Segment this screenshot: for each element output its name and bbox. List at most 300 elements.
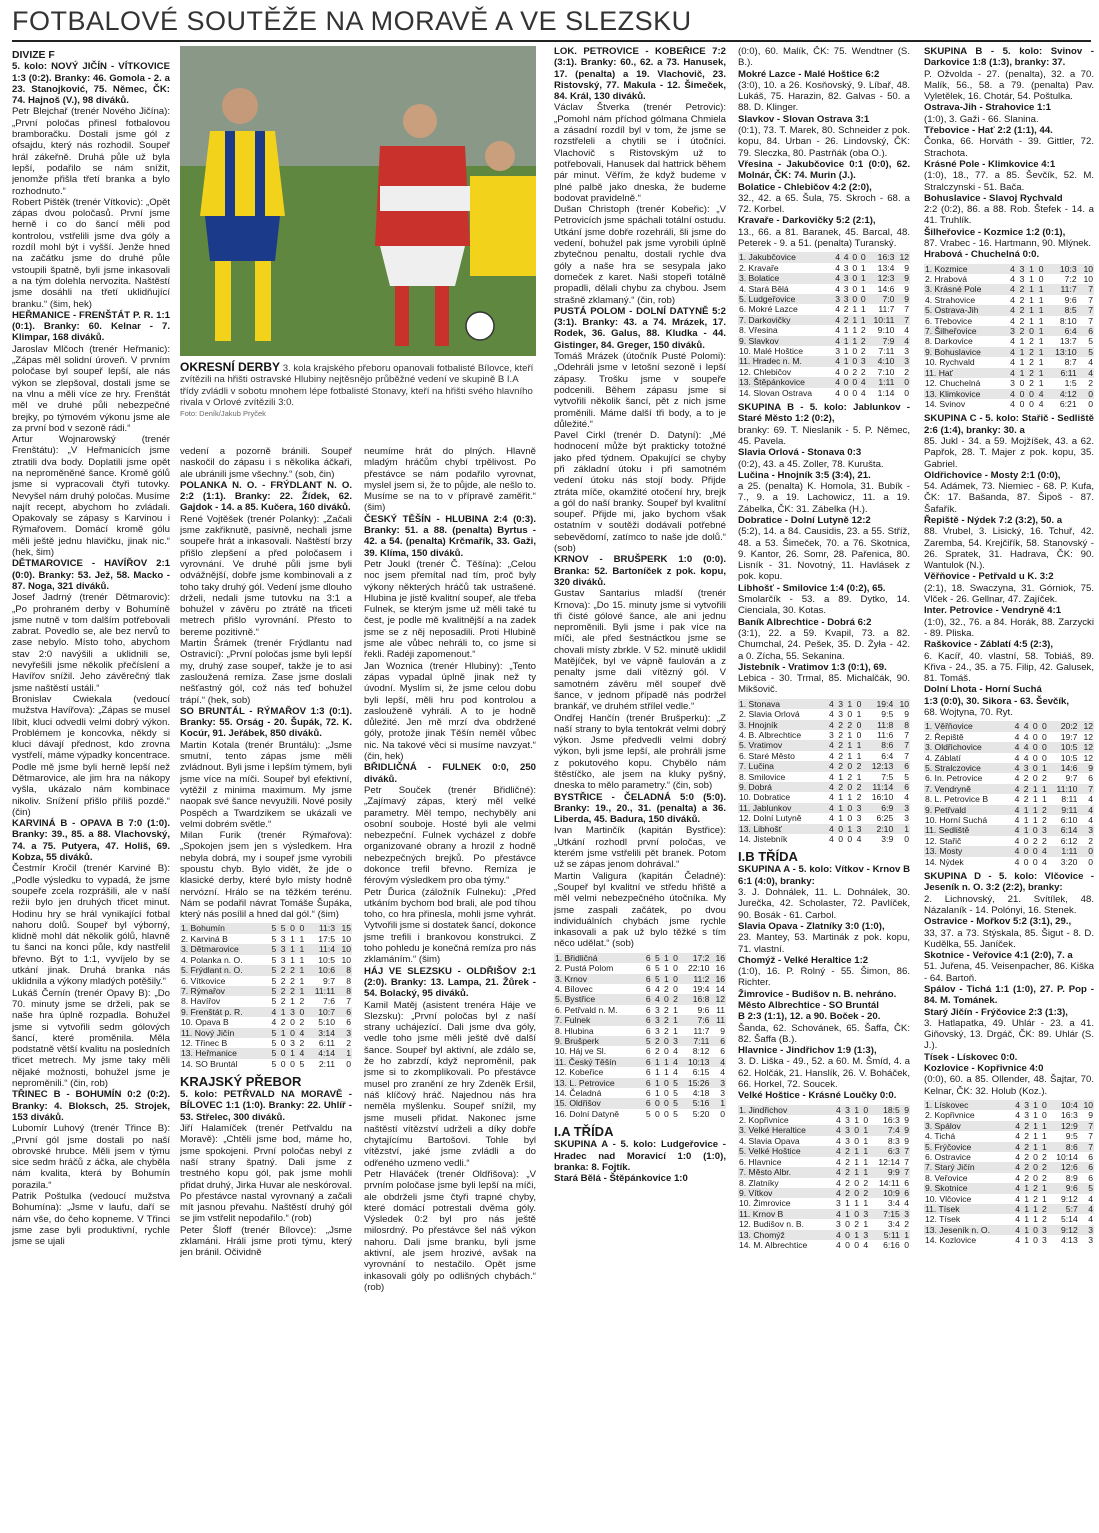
article-paragraph: Jaroslav Mlčoch (trenér Heřmanic): „Zápas měl solidní úroveň. V prvním poločase byl soupeř lepší, ale nás výkon se zlepšoval, dostali jsme se na vlnu a měli více ze hry. Frenštát měl ve druhé půli nebezpečné brejky, po týmovém výkonu jsme ale za první bod v sezoně rádi.“ — [12, 343, 170, 434]
table-row — [554, 1067, 726, 1077]
team-name: 8. Zlatníky — [739, 1177, 779, 1188]
stat-cell: 2 — [860, 325, 866, 336]
stat-cell: 1 — [854, 1115, 860, 1126]
column-3 — [364, 446, 536, 1526]
stat-cell: 5:14 — [1061, 1214, 1078, 1225]
table-row — [924, 721, 1094, 731]
stat-cell: 1 — [1038, 367, 1044, 378]
stat-cell: 0 — [852, 283, 858, 294]
stat-cell: 1 — [1029, 305, 1034, 316]
stat-cell: 4 — [1010, 388, 1015, 399]
stat-cell: 1:11 — [1061, 846, 1078, 857]
stat-cell: 2 — [1041, 773, 1047, 784]
table-row — [924, 1121, 1094, 1131]
page-headline: FOTBALOVÉ SOUTĚŽE NA MORAVĚ A VE SLEZSKU — [12, 6, 692, 36]
stat-cell: 0 — [664, 994, 669, 1005]
stat-cell: 9 — [904, 293, 909, 304]
stat-cell: 8:3 — [887, 1135, 900, 1146]
stat-cell: 7:11 — [693, 1036, 710, 1046]
stat-cell: 1 — [1042, 1183, 1047, 1194]
stat-cell: 4 — [1010, 305, 1015, 316]
stat-cell: 4 — [836, 1146, 841, 1157]
stat-cell: 2 — [838, 740, 843, 751]
match-result: BŘIDLIČNÁ - FULNEK 0:0, 250 diváků. — [364, 762, 536, 785]
stat-cell: 2 — [1088, 835, 1093, 846]
stat-cell: 1 — [1038, 336, 1044, 347]
team-name: 7. Starý Jičín — [925, 1162, 975, 1173]
stat-cell: 4:13 — [1061, 1235, 1078, 1246]
stat-cell: 11:2 — [693, 973, 710, 984]
match-result: Žimrovice - Budišov n. B. nehráno. — [738, 988, 897, 1000]
stat-cell: 9 — [720, 1025, 725, 1036]
stat-cell: 1 — [854, 1229, 860, 1240]
table-row — [924, 836, 1094, 846]
team-name: 10. Háj ve Sl. — [555, 1046, 607, 1057]
stat-cell: 1 — [1032, 815, 1038, 825]
stat-cell: 0 — [904, 1239, 909, 1250]
match-result: Ostravice - Mořkov 5:2 (3:1), 29., — [924, 916, 1072, 928]
article-paragraph: Tomáš Mrázek (útočník Pusté Polomi): „Odehráli jsme v letošní sezoně i lepší zápasy. Trošku jsme v soupeře podcenili. Během zápasu jsme si vytvořili několik šancí, pět z nich jsme proměnili. Máme další tři body, a to je důležité.“ — [554, 351, 726, 430]
standings-table — [924, 1100, 1094, 1246]
stat-cell: 1 — [1024, 1183, 1029, 1194]
stat-cell: 0 — [1029, 326, 1034, 337]
stat-cell: 4 — [1014, 752, 1020, 763]
stat-cell: 6 — [904, 1187, 909, 1198]
stat-cell: 2 — [1019, 305, 1025, 316]
stat-cell: 9 — [904, 1115, 909, 1126]
stat-cell: 7:10 — [877, 366, 895, 377]
stat-cell: 7 — [1088, 1120, 1093, 1131]
column-2 — [180, 446, 352, 1526]
table-row — [924, 1110, 1094, 1120]
article-paragraph: (0:0), 60. Malík, ČK: 75. Wendtner (S. B.). — [738, 46, 910, 69]
stat-cell: 2 — [664, 1004, 669, 1015]
team-name: 6. Hlavnice — [739, 1156, 782, 1167]
stat-cell: 4 — [836, 1167, 841, 1178]
stat-cell: 1 — [1033, 1214, 1038, 1225]
stat-cell: 6:10 — [1060, 815, 1078, 825]
stat-cell: 1 — [1038, 284, 1044, 295]
stat-cell: 2 — [1041, 804, 1047, 815]
stat-cell: 7:4 — [887, 1125, 900, 1136]
stat-cell: 1 — [1033, 1141, 1038, 1152]
table-row — [924, 773, 1094, 783]
stat-cell: 2 — [838, 729, 843, 740]
stat-cell: 1 — [860, 304, 866, 315]
stat-cell: 0 — [843, 387, 849, 398]
stat-cell: 0 — [1032, 856, 1038, 867]
stat-cell: 5 — [299, 1058, 305, 1069]
stat-cell: 10:4 — [1061, 1099, 1078, 1110]
stat-cell: 0 — [1041, 752, 1047, 763]
stat-cell: 4 — [1015, 1131, 1021, 1142]
stat-cell: 3 — [836, 1198, 841, 1209]
stat-cell: 1 — [1019, 336, 1025, 347]
team-name: 1. Bohumín — [181, 923, 225, 934]
stat-cell: 0 — [847, 802, 853, 813]
stat-cell: 2 — [664, 1015, 669, 1026]
stat-cell: 2 — [1029, 336, 1034, 347]
stat-cell: 4 — [673, 1056, 678, 1067]
stat-cell: 7 — [1088, 305, 1093, 316]
stat-cell: 3 — [1042, 1235, 1047, 1246]
stat-cell: 4 — [829, 750, 834, 761]
stat-cell: 13:7 — [1059, 336, 1077, 347]
stat-cell: 5 — [271, 1037, 277, 1048]
team-name: 3. Hnojník — [739, 719, 778, 730]
article-paragraph: Gustav Santarius mladší (trenér Krnova): „Do 15. minuty jsme si vytvořili tři čisté gólové šance, ale ani jednu neproměnili. Byli jsme i pak více na míči, ale před šestnáctkou jsme se chovali místy zbrkle. V 52. minutě uklidil Matějíček, byl ve vápně faulován a z penalty jsme dali vítězný gól. V samotném závěru měl soupeř dvě šance, v jednom případě nás podržel brankář, ve druhém střílel vedle.“ — [554, 588, 726, 713]
stat-cell: 14:6 — [1060, 762, 1078, 773]
stat-cell: 16:10 — [871, 792, 894, 803]
stat-cell: 1 — [1024, 1235, 1029, 1246]
stat-cell: 9:12 — [1061, 1193, 1078, 1204]
stat-cell: 0 — [290, 1017, 295, 1028]
section-heading: I.B TŘÍDA — [738, 849, 798, 865]
team-name: 6. Třebovice — [925, 315, 973, 326]
team-name: 5. Frýdlant n. O. — [181, 965, 243, 976]
article-paragraph: Martin Šrámek (trenér Frýdlantu nad Ostravicí): „První poločas jsme byli lepší my, druhý zase soupeř, takže je to asi zasloužená remíza. Zase jsme doslali nešťastný gól, což nás teď bohužel trápí.“ (hek, sob) — [180, 638, 352, 706]
match-result: Krásné Pole - Klimkovice 4:1 — [924, 158, 1056, 170]
stat-cell: 0 — [1088, 388, 1093, 399]
stat-cell: 0 — [1041, 731, 1047, 742]
table-row — [180, 965, 352, 975]
stat-cell: 8:9 — [1065, 1172, 1078, 1183]
stat-cell: 4:12 — [1059, 388, 1077, 399]
stat-cell: 5 — [271, 975, 277, 986]
stat-cell: 7 — [904, 740, 909, 751]
stat-cell: 7 — [904, 314, 909, 325]
stat-cell: 4 — [1015, 1110, 1021, 1121]
stat-cell: 12:14 — [878, 1156, 900, 1167]
stat-cell: 2 — [1033, 1193, 1038, 1204]
table-row — [924, 1173, 1094, 1183]
stat-cell: 8:6 — [1065, 1141, 1078, 1152]
team-name: 14. SO Bruntál — [181, 1058, 238, 1069]
stat-cell: 4 — [1015, 1183, 1021, 1194]
stat-cell: 13:4 — [877, 262, 895, 273]
stat-cell: 0 — [1032, 825, 1038, 836]
stat-cell: 6 — [645, 1046, 651, 1057]
stat-cell: 1 — [673, 1004, 678, 1015]
stat-cell: 4 — [654, 994, 660, 1005]
table-row — [738, 1230, 910, 1240]
stat-cell: 6 — [1088, 326, 1093, 337]
stat-cell: 16 — [715, 963, 725, 974]
headline-rule — [12, 40, 1091, 42]
stat-cell: 2 — [860, 346, 866, 356]
stat-cell: 9:11 — [1061, 804, 1078, 815]
stat-cell: 0 — [280, 1048, 286, 1059]
table-row — [924, 284, 1094, 294]
table-row — [738, 304, 910, 314]
stat-cell: 1 — [1038, 346, 1044, 357]
match-result: Spálov - Tichá 1:1 (1:0), 27. P. Pop - 84. M. Tománek. — [924, 984, 1094, 1007]
stat-cell: 3 — [904, 356, 909, 367]
stat-cell: 4 — [1014, 731, 1020, 742]
stat-cell: 1 — [1038, 326, 1044, 337]
stat-cell: 7:15 — [883, 1208, 900, 1219]
stat-cell: 2 — [904, 366, 909, 377]
stat-cell: 2 — [1032, 835, 1038, 846]
stat-cell: 1 — [856, 740, 862, 751]
stat-cell: 2 — [1019, 315, 1025, 326]
table-row — [924, 357, 1094, 367]
stat-cell: 3 — [1010, 378, 1015, 389]
table-row — [924, 1204, 1094, 1214]
stat-cell: 0 — [845, 1229, 850, 1240]
stat-cell: 1 — [664, 1067, 669, 1078]
stat-cell: 0 — [290, 1027, 295, 1038]
table-row — [738, 1136, 910, 1146]
stat-cell: 1 — [843, 346, 849, 356]
stat-cell: 0 — [860, 252, 866, 263]
team-name: 16. Dolní Datyně — [555, 1108, 620, 1119]
stat-cell: 4 — [904, 325, 909, 336]
stat-cell: 7:0 — [882, 293, 895, 304]
stat-cell: 2 — [290, 985, 295, 996]
stat-cell: 6:4 — [1064, 326, 1077, 337]
stat-cell: 4 — [1015, 1120, 1021, 1131]
table-row — [554, 1088, 726, 1098]
stat-cell: 2 — [280, 985, 286, 996]
team-name: 3. Bolatice — [739, 273, 780, 284]
caption-text: 3. kola krajského přeboru opanovali fotbalisté Bílovce, kteří zvítězili na hřišti ostravské Hlubiny nejtěsnějo průběžné vedení ve skupině B I.A třídy zvládli v sobotu mnohem lépe fotbalisté Stonavy, kteří na hřišti svého hlavního rivala v Orlové zvítězili 3:0. — [180, 363, 534, 408]
stat-cell: 0 — [854, 1239, 860, 1250]
match-result: 5. kolo: PETŘVALD NA MORAVĚ - BÍLOVEC 1:1 (1:0). Branky: 22. Uhlíř - 53. Střelec, 300 diváků. — [180, 1089, 352, 1123]
stat-cell: 3:20 — [1060, 856, 1078, 867]
stat-cell: 5:10 — [318, 1017, 335, 1028]
stat-cell: 4 — [271, 1006, 277, 1017]
stat-cell: 4 — [1038, 398, 1044, 409]
stat-cell: 0 — [673, 983, 678, 994]
table-row — [180, 1038, 352, 1048]
stat-cell: 2 — [1024, 1141, 1029, 1152]
stat-cell: 1 — [1019, 367, 1025, 378]
stat-cell: 6:14 — [1060, 825, 1078, 836]
stat-cell: 0 — [1023, 856, 1029, 867]
team-name: 3. Spálov — [925, 1120, 961, 1131]
team-name: 10. Malé Hoštice — [739, 346, 804, 356]
table-row — [554, 953, 726, 963]
stat-cell: 2 — [838, 719, 843, 730]
stat-cell: 4 — [1010, 357, 1015, 368]
stat-cell: 9:12 — [1061, 1224, 1078, 1235]
table-row — [738, 699, 910, 709]
stat-cell: 4 — [1014, 773, 1020, 784]
article-paragraph: 32., 42. a 65. Šula, 75. Skroch - 68. a 72. Korbel. — [738, 192, 910, 216]
stat-cell: 2 — [280, 975, 286, 986]
stat-cell: 7:2 — [1064, 274, 1077, 285]
stat-cell: 0 — [1032, 846, 1038, 857]
stat-cell: 9:6 — [1064, 294, 1077, 305]
table-row — [924, 389, 1094, 399]
stat-cell: 3 — [1042, 1224, 1047, 1235]
stat-cell: 9 — [904, 709, 909, 720]
stat-cell: 4 — [835, 273, 841, 284]
stat-cell: 1 — [856, 771, 862, 782]
article-paragraph: 87. Vrabec - 16. Hartmann, 90. Mlýnek. — [924, 238, 1092, 250]
stat-cell: 0 — [664, 1098, 669, 1109]
stat-cell: 4 — [299, 1048, 305, 1059]
stat-cell: 3 — [863, 1208, 869, 1219]
stat-cell: 5 — [271, 923, 277, 934]
stat-cell: 6 — [645, 1067, 651, 1078]
stat-cell: 11:4 — [318, 944, 335, 955]
article-paragraph: 3. Hatlapatka, 49. Uhlár - 23. a 41. Giňovský, 13. Drgáč, ČK: 89. Uhlár (S. J.). — [924, 1017, 1094, 1052]
stat-cell: 3 — [280, 933, 286, 944]
match-result: Kozlovice - Kopřivnice 4:0 — [924, 1063, 1044, 1075]
stat-cell: 3 — [720, 1088, 725, 1099]
match-result: Slavkov - Slovan Ostrava 3:1 — [738, 113, 870, 125]
stat-cell: 0 — [1032, 773, 1038, 784]
stat-cell: 4 — [1014, 783, 1020, 794]
stat-cell: 4 — [1041, 856, 1047, 867]
stat-cell: 11:11 — [314, 985, 335, 996]
team-name: 13. Chomýž — [739, 1229, 785, 1240]
table-row — [924, 1214, 1094, 1224]
team-name: 1. Kozmice — [925, 263, 968, 274]
stat-cell: 0 — [664, 1088, 669, 1099]
stat-cell: 2 — [1024, 1120, 1029, 1131]
table-row — [924, 316, 1094, 326]
stat-cell: 0 — [673, 952, 678, 963]
stat-cell: 1 — [664, 1056, 669, 1067]
stat-cell: 16:3 — [877, 252, 895, 263]
stat-cell: 4 — [1088, 804, 1093, 815]
stat-cell: 9 — [904, 1125, 909, 1136]
team-name: 4. Strahovice — [925, 294, 976, 305]
stat-cell: 12:6 — [1061, 1162, 1078, 1173]
article-paragraph: (1:0), 3. Gaži - 66. Slanina. — [924, 113, 1039, 125]
table-row — [924, 1100, 1094, 1110]
article-paragraph: René Vojtěšek (trenér Polanky): „Začali jsme zakřiknutě, pasivně, nechali jsme soupeře hrát a inkasovali. Naštěstí brzy přišlo zlepšení a před poločasem i vyrovnání. Ve druhé půli jsme byli odvážnější, dobře jsme kombinovali a z toho taky druhý gól. Vedení jsme dlouho drželi, nedali jsme tutovku na 3:1 a bohužel v závěru po ztrátě na třiceti metrech přišlo vyrovnání. Přesto to bereme pozitivně.“ — [180, 513, 352, 638]
table-row — [924, 784, 1094, 794]
match-result: 1:3 (0:0), 30. Sikora - 63. Ševčík, — [924, 695, 1070, 707]
stat-cell: 1 — [904, 823, 909, 834]
table-row — [924, 326, 1094, 336]
article-paragraph: 6. Kacíř, 40. vlastní, 58. Tobiáš, 89. Křiva - 24., 35. a 75. Filip, 42. Galusek, 81. Tomáš. — [924, 650, 1094, 685]
stat-cell: 0 — [299, 923, 305, 934]
stat-cell: 1 — [1023, 815, 1029, 825]
team-name: 7. Šilheřovice — [925, 326, 977, 337]
match-result: Stará Bělá - Štěpánkovice 1:0 — [554, 1173, 688, 1185]
table-row — [554, 1005, 726, 1015]
stat-cell: 2 — [1042, 1172, 1047, 1183]
stat-cell: 2 — [843, 304, 849, 315]
article-paragraph: neumíme hrát do plných. Hlavně mladým hráčům chybí trpělivost. Po přestávce se nám podařilo vyrovnat, myslel jsem si, že to půjde, ale nešlo to. Musíme se na to v přípravě zaměřit.“ (šim) — [364, 446, 536, 514]
stat-cell: 1 — [838, 813, 843, 824]
table-row — [924, 1162, 1094, 1172]
table-row — [180, 1007, 352, 1017]
stat-cell: 2 — [654, 1046, 660, 1057]
article-paragraph: Ondřej Hančín (trenér Brušperku): „Z naší strany to byla tentokrát velmi dobrý výkon. Jsme předvedli velmi dobrý výkon, byli jsme lepší, ale prohráli jsme z pokutového kopu. Chybělo nám štěstíčko, ale jsem na kluky pyšný, dneska to mělo parametry.“ (čin, sob) — [554, 712, 726, 792]
standings-table — [554, 953, 726, 1120]
stat-cell: 0 — [1042, 1099, 1047, 1110]
stat-cell: 5 — [1088, 346, 1093, 357]
team-name: 8. Vřesina — [739, 325, 778, 336]
stat-cell: 1:14 — [877, 387, 895, 398]
stat-cell: 2 — [845, 1167, 850, 1178]
stat-cell: 2 — [1042, 1152, 1047, 1162]
stat-cell: 4 — [1015, 1141, 1021, 1152]
stat-cell: 4 — [829, 771, 834, 782]
team-name: 3. Krnov — [555, 973, 588, 984]
stat-cell: 3:14 — [318, 1027, 335, 1038]
stat-cell: 4 — [1015, 1162, 1021, 1173]
stat-cell: 9:7 — [323, 975, 335, 986]
stat-cell: 2 — [1029, 367, 1034, 378]
stat-cell: 0 — [1088, 856, 1093, 867]
stat-cell: 8 — [904, 719, 909, 730]
stat-cell: 10 — [341, 954, 351, 965]
stat-cell: 1 — [847, 750, 853, 761]
stat-cell: 4 — [1010, 284, 1015, 295]
team-name: 14. Svinov — [925, 398, 966, 409]
stat-cell: 7:5 — [881, 771, 894, 782]
stat-cell: 12 — [1083, 742, 1093, 753]
article-paragraph: Josef Jadrný (trenér Dětmarovic): „Po prohraném derby v Bohumíně jsme nutně v tom dalším potřebovali zabrat. Povedlo se, ale bez nervů to zase nebylo. Místo toho, abychom stav 2:0 navýšili a uklidnili se, nevyřešili jsme několik přečíslení a Havířov snížil. Jeho závěrečný tlak jsme naštěstí ustáli.“ — [12, 592, 170, 694]
table-row — [738, 1105, 910, 1115]
stat-cell: 0 — [1041, 721, 1047, 732]
match-result: Kravaře - Darkovičky 5:2 (2:1), — [738, 215, 876, 227]
stat-cell: 8:5 — [1064, 305, 1077, 316]
team-name: 1. Jakubčovice — [739, 252, 796, 263]
stat-cell: 0 — [856, 698, 862, 709]
stat-cell: 0 — [1038, 263, 1044, 274]
stat-cell: 9 — [1088, 1110, 1093, 1121]
stat-cell: 3 — [836, 1219, 841, 1230]
stat-cell: 1 — [1042, 1131, 1047, 1142]
stat-cell: 10 — [1083, 274, 1093, 285]
stat-cell: 7 — [904, 750, 909, 761]
stat-cell: 16:8 — [692, 994, 710, 1005]
table-row — [924, 264, 1094, 274]
team-name: 5. Ludgeřovice — [739, 293, 796, 304]
stat-cell: 0 — [854, 1187, 860, 1198]
table-row — [924, 399, 1094, 409]
stat-cell: 6 — [720, 1036, 725, 1046]
match-result: Ostrava-Jih - Strahovice 1:1 — [924, 102, 1051, 114]
stat-cell: 6 — [645, 1077, 651, 1088]
table-row — [738, 252, 910, 262]
match-result: Inter. Petrovice - Vendryně 4:1 — [924, 605, 1062, 617]
match-result: DĚTMAROVICE - HAVÍŘOV 2:1 (0:0). Branky: 53. Jež, 58. Macko - 87. Noga, 321 diváků. — [12, 558, 170, 592]
team-name: 11. Hať — [925, 367, 953, 378]
stat-cell: 1 — [838, 771, 843, 782]
table-row — [180, 923, 352, 933]
players-illustration — [180, 46, 536, 356]
stat-cell: 1 — [1024, 1193, 1029, 1204]
stat-cell: 3 — [1088, 825, 1093, 836]
table-row — [738, 1198, 910, 1208]
table-row — [180, 976, 352, 986]
stat-cell: 0 — [664, 1077, 669, 1088]
table-row — [738, 1209, 910, 1219]
team-name: 7. Lučina — [739, 761, 774, 772]
table-row — [924, 295, 1094, 305]
stat-cell: 12 — [1083, 752, 1093, 763]
match-result: SKUPINA A - 5. kolo: Ludgeřovice - Hradec nad Moravicí 1:0 (1:0), branka: 8. Fojtík. — [554, 1139, 726, 1173]
stat-cell: 11 — [716, 1004, 725, 1015]
stat-cell: 0 — [1032, 721, 1038, 732]
stat-cell: 0 — [852, 356, 858, 367]
stat-cell: 10:13 — [687, 1056, 710, 1067]
stat-cell: 0 — [1032, 742, 1038, 753]
article-paragraph: branky: 69. T. Nieslanik - 5. P. Němec, 45. Pavela. — [738, 424, 910, 447]
stat-cell: 7:6 — [323, 996, 335, 1007]
match-result: Dolní Lhota - Horní Suchá — [924, 684, 1042, 696]
stat-cell: 22:10 — [687, 963, 710, 974]
